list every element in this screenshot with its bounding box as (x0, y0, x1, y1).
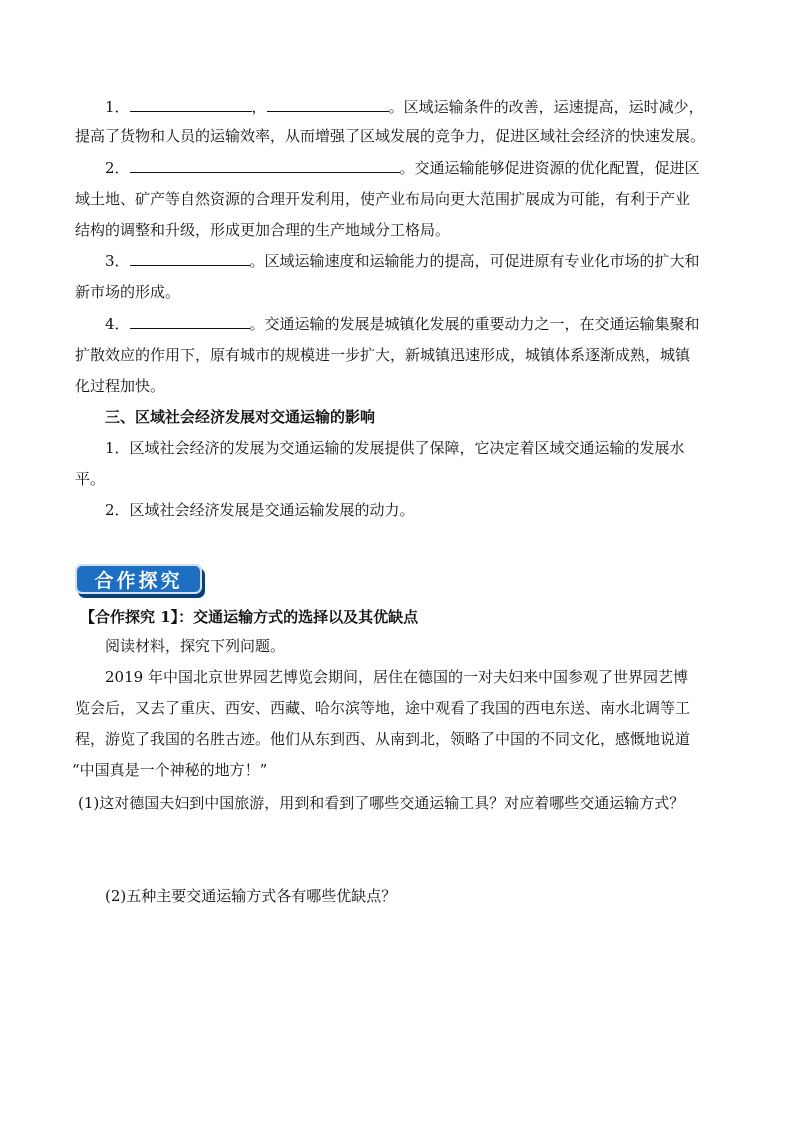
section-3-point-2: 2．区域社会经济发展是交通运输发展的动力。 (105, 501, 415, 519)
item-3-line-2: 新市场的形成。 (75, 283, 181, 301)
item-1-blank-a[interactable] (130, 96, 252, 112)
item-2-line-1 (105, 157, 755, 179)
item-1-line-1 (105, 96, 755, 118)
section-3-point-1-line-1: 1．区域社会经济的发展为交通运输的发展提供了保障，它决定着区域交通运输的发展水 (105, 439, 685, 457)
material-line-3: 程，游览了我国的名胜古迹。他们从东到西、从南到北，领略了中国的不同文化，感慨地说道 (75, 730, 691, 748)
item-1-separator: ， (251, 98, 267, 116)
item-4-number: 4． (105, 315, 130, 333)
item-3-blank[interactable] (130, 250, 250, 266)
item-4-text: 。交通运输的发展是城镇化发展的重要动力之一，在交通运输集聚和 (249, 315, 700, 333)
item-2-line-3: 结构的调整和升级，形成更加合理的生产地域分工格局。 (75, 221, 451, 239)
item-4-line-1 (105, 313, 755, 335)
item-3-number: 3． (105, 252, 130, 270)
inquiry-title: 【合作探究 1】：交通运输方式的选择以及其优缺点 (80, 608, 419, 626)
item-1-number: 1． (105, 98, 130, 116)
item-2-number: 2． (105, 159, 130, 177)
section-3-heading: 三、区域社会经济发展对交通运输的影响 (105, 408, 376, 426)
item-1-line-2: 提高了货物和人员的运输效率，从而增强了区域发展的竞争力，促进区域社会经济的快速发展。 (75, 127, 706, 145)
material-line-1: 2019 年中国北京世界园艺博览会期间，居住在德国的一对夫妇来中国参观了世界园艺博 (105, 668, 688, 686)
item-4-line-3: 化过程加快。 (75, 377, 166, 395)
item-2-blank[interactable] (130, 157, 400, 173)
item-4-line-2: 扩散效应的作用下，原有城市的规模进一步扩大，新城镇迅速形成，城镇体系逐渐成熟，城镇 (75, 346, 691, 364)
item-3-line-1 (105, 250, 755, 272)
question-2: (2)五种主要交通运输方式各有哪些优缺点？ (105, 887, 397, 905)
item-2-text: 。交通运输能够促进资源的优化配置，促进区 (399, 159, 700, 177)
item-1-blank-b[interactable] (267, 96, 389, 112)
item-4-blank[interactable] (130, 313, 250, 329)
inquiry-instruction: 阅读材料，探究下列问题。 (105, 637, 286, 655)
question-1: (1)这对德国夫妇到中国旅游，用到和看到了哪些交通运输工具？对应着哪些交通运输方式？ (78, 794, 685, 812)
material-line-2: 览会后，又去了重庆、西安、西藏、哈尔滨等地，途中观看了我国的西电东送、南水北调等工 (75, 699, 691, 717)
material-line-4: “中国真是一个神秘的地方！” (72, 761, 268, 779)
section-3-point-1-line-2: 平。 (75, 470, 106, 488)
item-2-line-2: 域土地、矿产等自然资源的合理开发利用，使产业布局向更大范围扩展成为可能，有利于产业 (75, 190, 691, 208)
item-3-text: 。区域运输速度和运输能力的提高，可促进原有专业化市场的扩大和 (249, 252, 700, 270)
item-1-text: 。区域运输条件的改善，运速提高，运时减少， (388, 98, 704, 116)
cooperative-inquiry-badge: 合作探究 (75, 564, 202, 594)
